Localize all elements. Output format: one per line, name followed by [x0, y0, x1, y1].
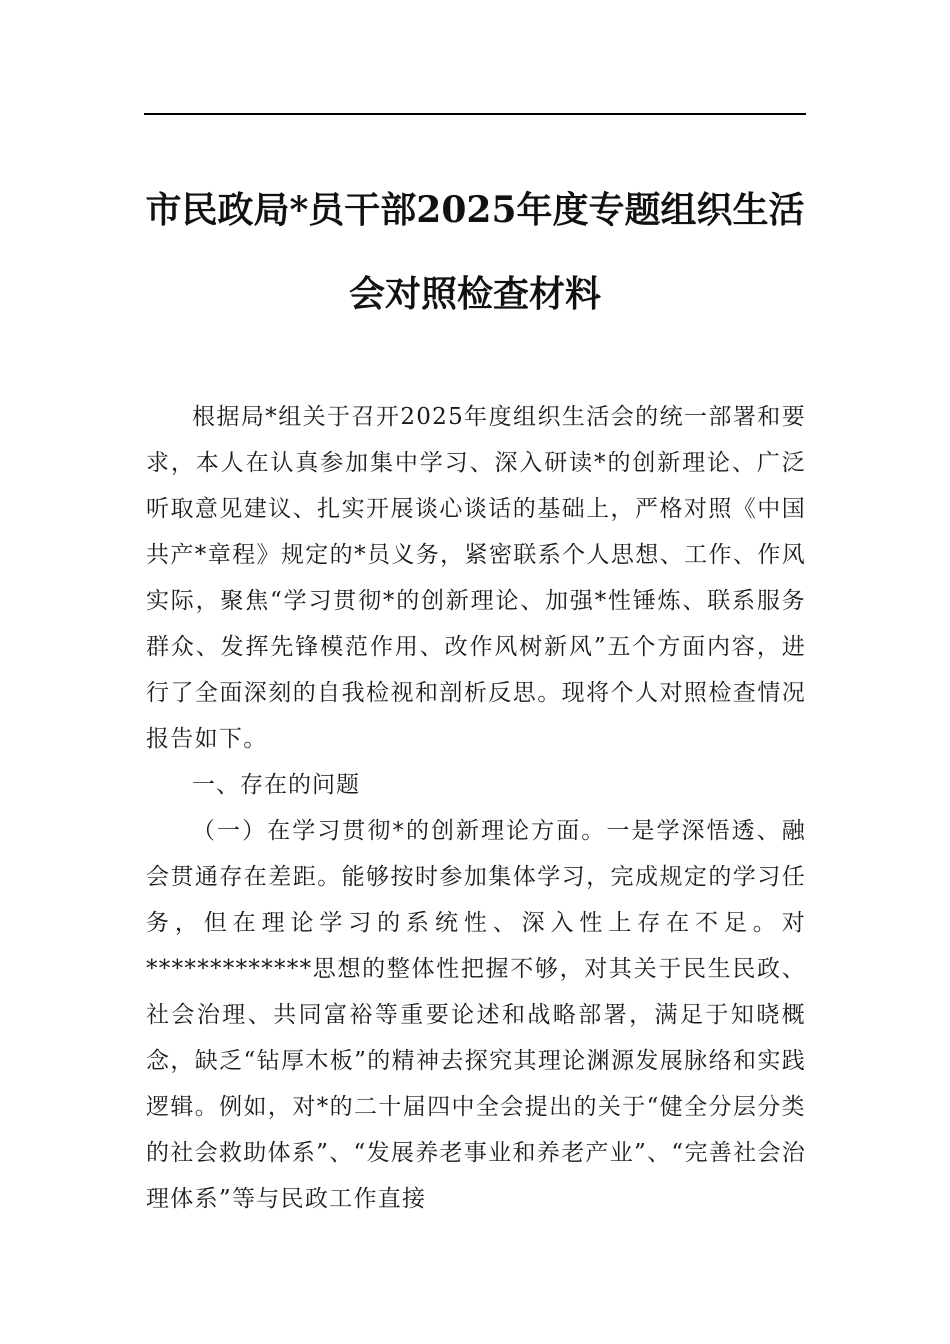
section-heading-problems: 一、存在的问题: [192, 772, 360, 798]
document-body: [146, 394, 806, 1222]
header-rule: [144, 113, 806, 115]
subsection-lead: （一）在学习贯彻*的创新理论方面。: [192, 818, 607, 844]
intro-paragraph: 根据局*组关于召开2025年度组织生活会的统一部署和要求，本人在认真参加集中学习、深入研读*的创新理论、广泛听取意见建议、扎实开展谈心谈话的基础上，严格对照《中国共产*章程》规定的*员义务，紧密联系个人思想、工作、作风实际，聚焦“学习贯彻*的创新理论、加强*性锤炼、联系服务群众、发挥先锋模范作用、改作风树新风”五个方面内容，进行了全面深刻的自我检视和剖析反思。现将个人对照检查情况报告如下。: [146, 404, 806, 752]
title-line-2: 会对照检查材料: [348, 273, 601, 315]
subsection-paragraph: [146, 808, 806, 1222]
title-line-1: 市民政局*员干部2025年度专题组织生活: [145, 189, 805, 231]
subsection-text: 一是学深悟透、融会贯通存在差距。能够按时参加集体学习，完成规定的学习任务，但在理论学习的系统性、深入性上存在不足。对*************思想的整体性把握不够，对其关于民生民政、社会治理、共同富裕等重要论述和战略部署，满足于知晓概念，缺乏“钻厚木板”的精神去探究其理论渊源发展脉络和实践逻辑。例如，对*的二十届四中全会提出的关于“健全分层分类的社会救助体系”、“发展养老事业和养老产业”、“完善社会治理体系”等与民政工作直接: [146, 818, 806, 1212]
document-title: [120, 168, 830, 336]
